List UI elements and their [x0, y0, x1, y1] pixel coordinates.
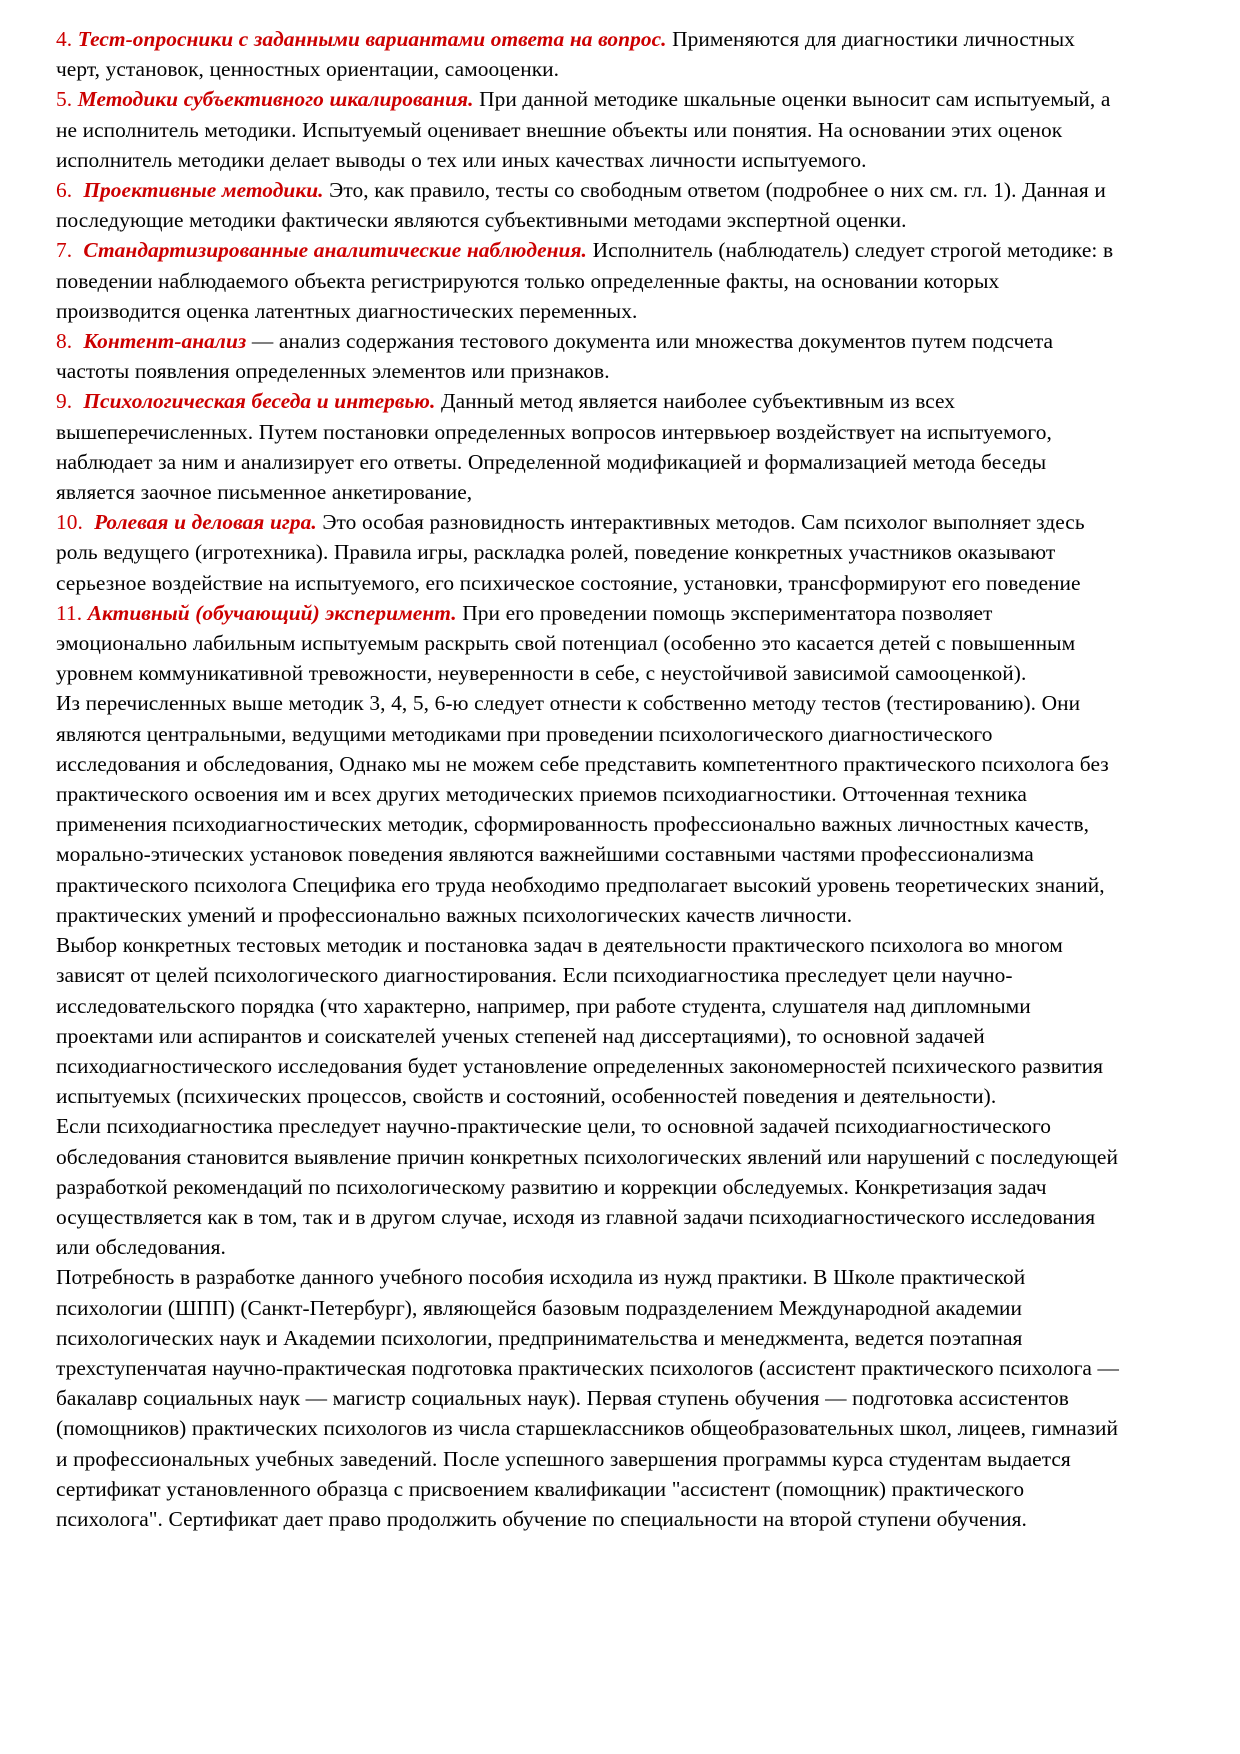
item-term: Стандартизированные аналитические наблюдения.	[83, 238, 587, 263]
item-body: Данный метод является наиболее субъективным из всех вышеперечисленных. Путем постановки определенных вопросов интервьюер воздействует на испытуемого, наблюдает за ним и анализирует его ответы. Определенной модификацией и формализацией метода беседы является заочное письменное анкетирование,	[56, 389, 1052, 505]
item-number: 6.	[56, 178, 73, 203]
item-term: Ролевая и деловая игра.	[94, 510, 317, 535]
item-number: 10.	[56, 510, 83, 535]
item-body: При данной методике шкальные оценки выносит сам испытуемый, а не исполнитель методики. Испытуемый оценивает внешние объекты или понятия. На основании этих оценок исполнитель методики делает выводы о тех или иных качествах личности испытуемого.	[56, 87, 1111, 172]
item-number: 9.	[56, 389, 73, 414]
numbered-item-6	[56, 175, 1120, 235]
summary-paragraph-2	[56, 930, 1120, 1111]
item-number: 8.	[56, 329, 73, 354]
item-number: 4.	[56, 27, 73, 51]
item-body: Это особая разновидность интерактивных методов. Сам психолог выполняет здесь роль ведущего (игротехника). Правила игры, раскладка ролей, поведение конкретных участников оказывают серьезное воздействие на испытуемого, его психическое состояние, установки, трансформируют его поведение	[56, 510, 1085, 595]
numbered-item-4	[56, 24, 1120, 84]
item-body: — анализ содержания тестового документа или множества документов путем подсчета частоты появления определенных элементов или признаков.	[56, 329, 1054, 384]
item-term: Методики субъективного шкалирования.	[77, 87, 474, 112]
summary-paragraph-1	[56, 688, 1120, 930]
summary-paragraph-3	[56, 1111, 1120, 1262]
item-body: Это, как правило, тесты со свободным ответом (подробнее о них см. гл. 1). Данная и последующие методики фактически являются субъективными методами экспертной оценки.	[56, 178, 1106, 233]
item-body: Применяются для диагностики личностных черт, установок, ценностных ориентации, самооценки.	[56, 27, 1075, 82]
paragraph-text: Выбор конкретных тестовых методик и постановка задач в деятельности практического психолога во многом зависят от целей психологического диагностирования. Если психодиагностика преследует цели научно-исследовательского порядка (что характерно, например, при работе студента, слушателя над дипломными проектами или аспирантов и соискателей ученых степеней над диссертациями), то основной задачей психодиагностического исследования будет установление определенных закономерностей психического развития испытуемых (психических процессов, свойств и состояний, особенностей поведения и деятельности).	[56, 933, 1104, 1109]
numbered-item-5	[56, 84, 1120, 175]
item-term: Тест-опросники с заданными вариантами ответа на вопрос.	[77, 27, 667, 51]
paragraph-text: Потребность в разработке данного учебного пособия исходила из нужд практики. В Школе практической психологии (ШПП) (Санкт-Петербург), являющейся базовым подразделением Международной академии психологических наук и Академии психологии, предпринимательства и менеджмента, ведется поэтапная трехступенчатая научно-практическая подготовка практических психологов (ассистент практического психолога — бакалавр социальных наук — магистр социальных наук). Первая ступень обучения — подготовка ассистентов (помощников) практических психологов из числа старшеклассников общеобразовательных школ, лицеев, гимназий и профессиональных учебных заведений. После успешного завершения программы курса студентам выдается сертификат установленного образца с присвоением квалификации "ассистент (помощник) практического психолога". Сертификат дает право продолжить обучение по специальности на второй ступени обучения.	[56, 1265, 1119, 1531]
item-term: Контент-анализ	[83, 329, 247, 354]
item-term: Психологическая беседа и интервью.	[83, 389, 436, 414]
item-body: При его проведении помощь экспериментатора позволяет эмоционально лабильным испытуемым раскрыть свой потенциал (особенно это касается детей с повышенным уровнем коммуникативной тревожности, неуверенности в себе, с неустойчивой зависимой самооценкой).	[56, 600, 1076, 686]
document-body	[56, 24, 1119, 1534]
numbered-item-11	[56, 598, 1120, 689]
item-number: 7.	[56, 238, 73, 263]
numbered-item-7	[56, 235, 1120, 326]
item-body: Исполнитель (наблюдатель) следует строгой методике: в поведении наблюдаемого объекта регистрируются только определенные факты, на основании которых производится оценка латентных диагностических переменных.	[56, 238, 1114, 323]
item-term: Активный (обучающий) эксперимент.	[87, 600, 457, 625]
item-term: Проективные методики.	[83, 178, 324, 203]
paragraph-text: Из перечисленных выше методик 3, 4, 5, 6-ю следует отнести к собственно методу тестов (тестированию). Они являются центральными, ведущими методиками при проведении психологического диагностического исследования и обследования, Однако мы не можем себе представить компетентного практического психолога без практического освоения им и всех других методических приемов психодиагностики. Отточенная техника применения психодиагностических методик, сформированность профессионально важных личностных качеств, морально-этических установок поведения являются важнейшими составными частями профессионализма практического психолога Специфика его труда необходимо предполагает высокий уровень теоретических знаний, практических умений и профессионально важных психологических качеств личности.	[56, 691, 1109, 927]
numbered-item-8	[56, 326, 1120, 386]
paragraph-text: Если психодиагностика преследует научно-практические цели, то основной задачей психодиагностического обследования становится выявление причин конкретных психологических явлений или нарушений с последующей разработкой рекомендаций по психологическому развитию и коррекции обследуемых. Конкретизация задач осуществляется как в том, так и в другом случае, исходя из главной задачи психодиагностического исследования или обследования.	[56, 1114, 1118, 1260]
numbered-item-9	[56, 386, 1120, 507]
item-number: 11.	[56, 600, 83, 625]
item-number: 5.	[56, 87, 73, 112]
numbered-item-10	[56, 507, 1120, 598]
summary-paragraph-4	[56, 1262, 1120, 1534]
